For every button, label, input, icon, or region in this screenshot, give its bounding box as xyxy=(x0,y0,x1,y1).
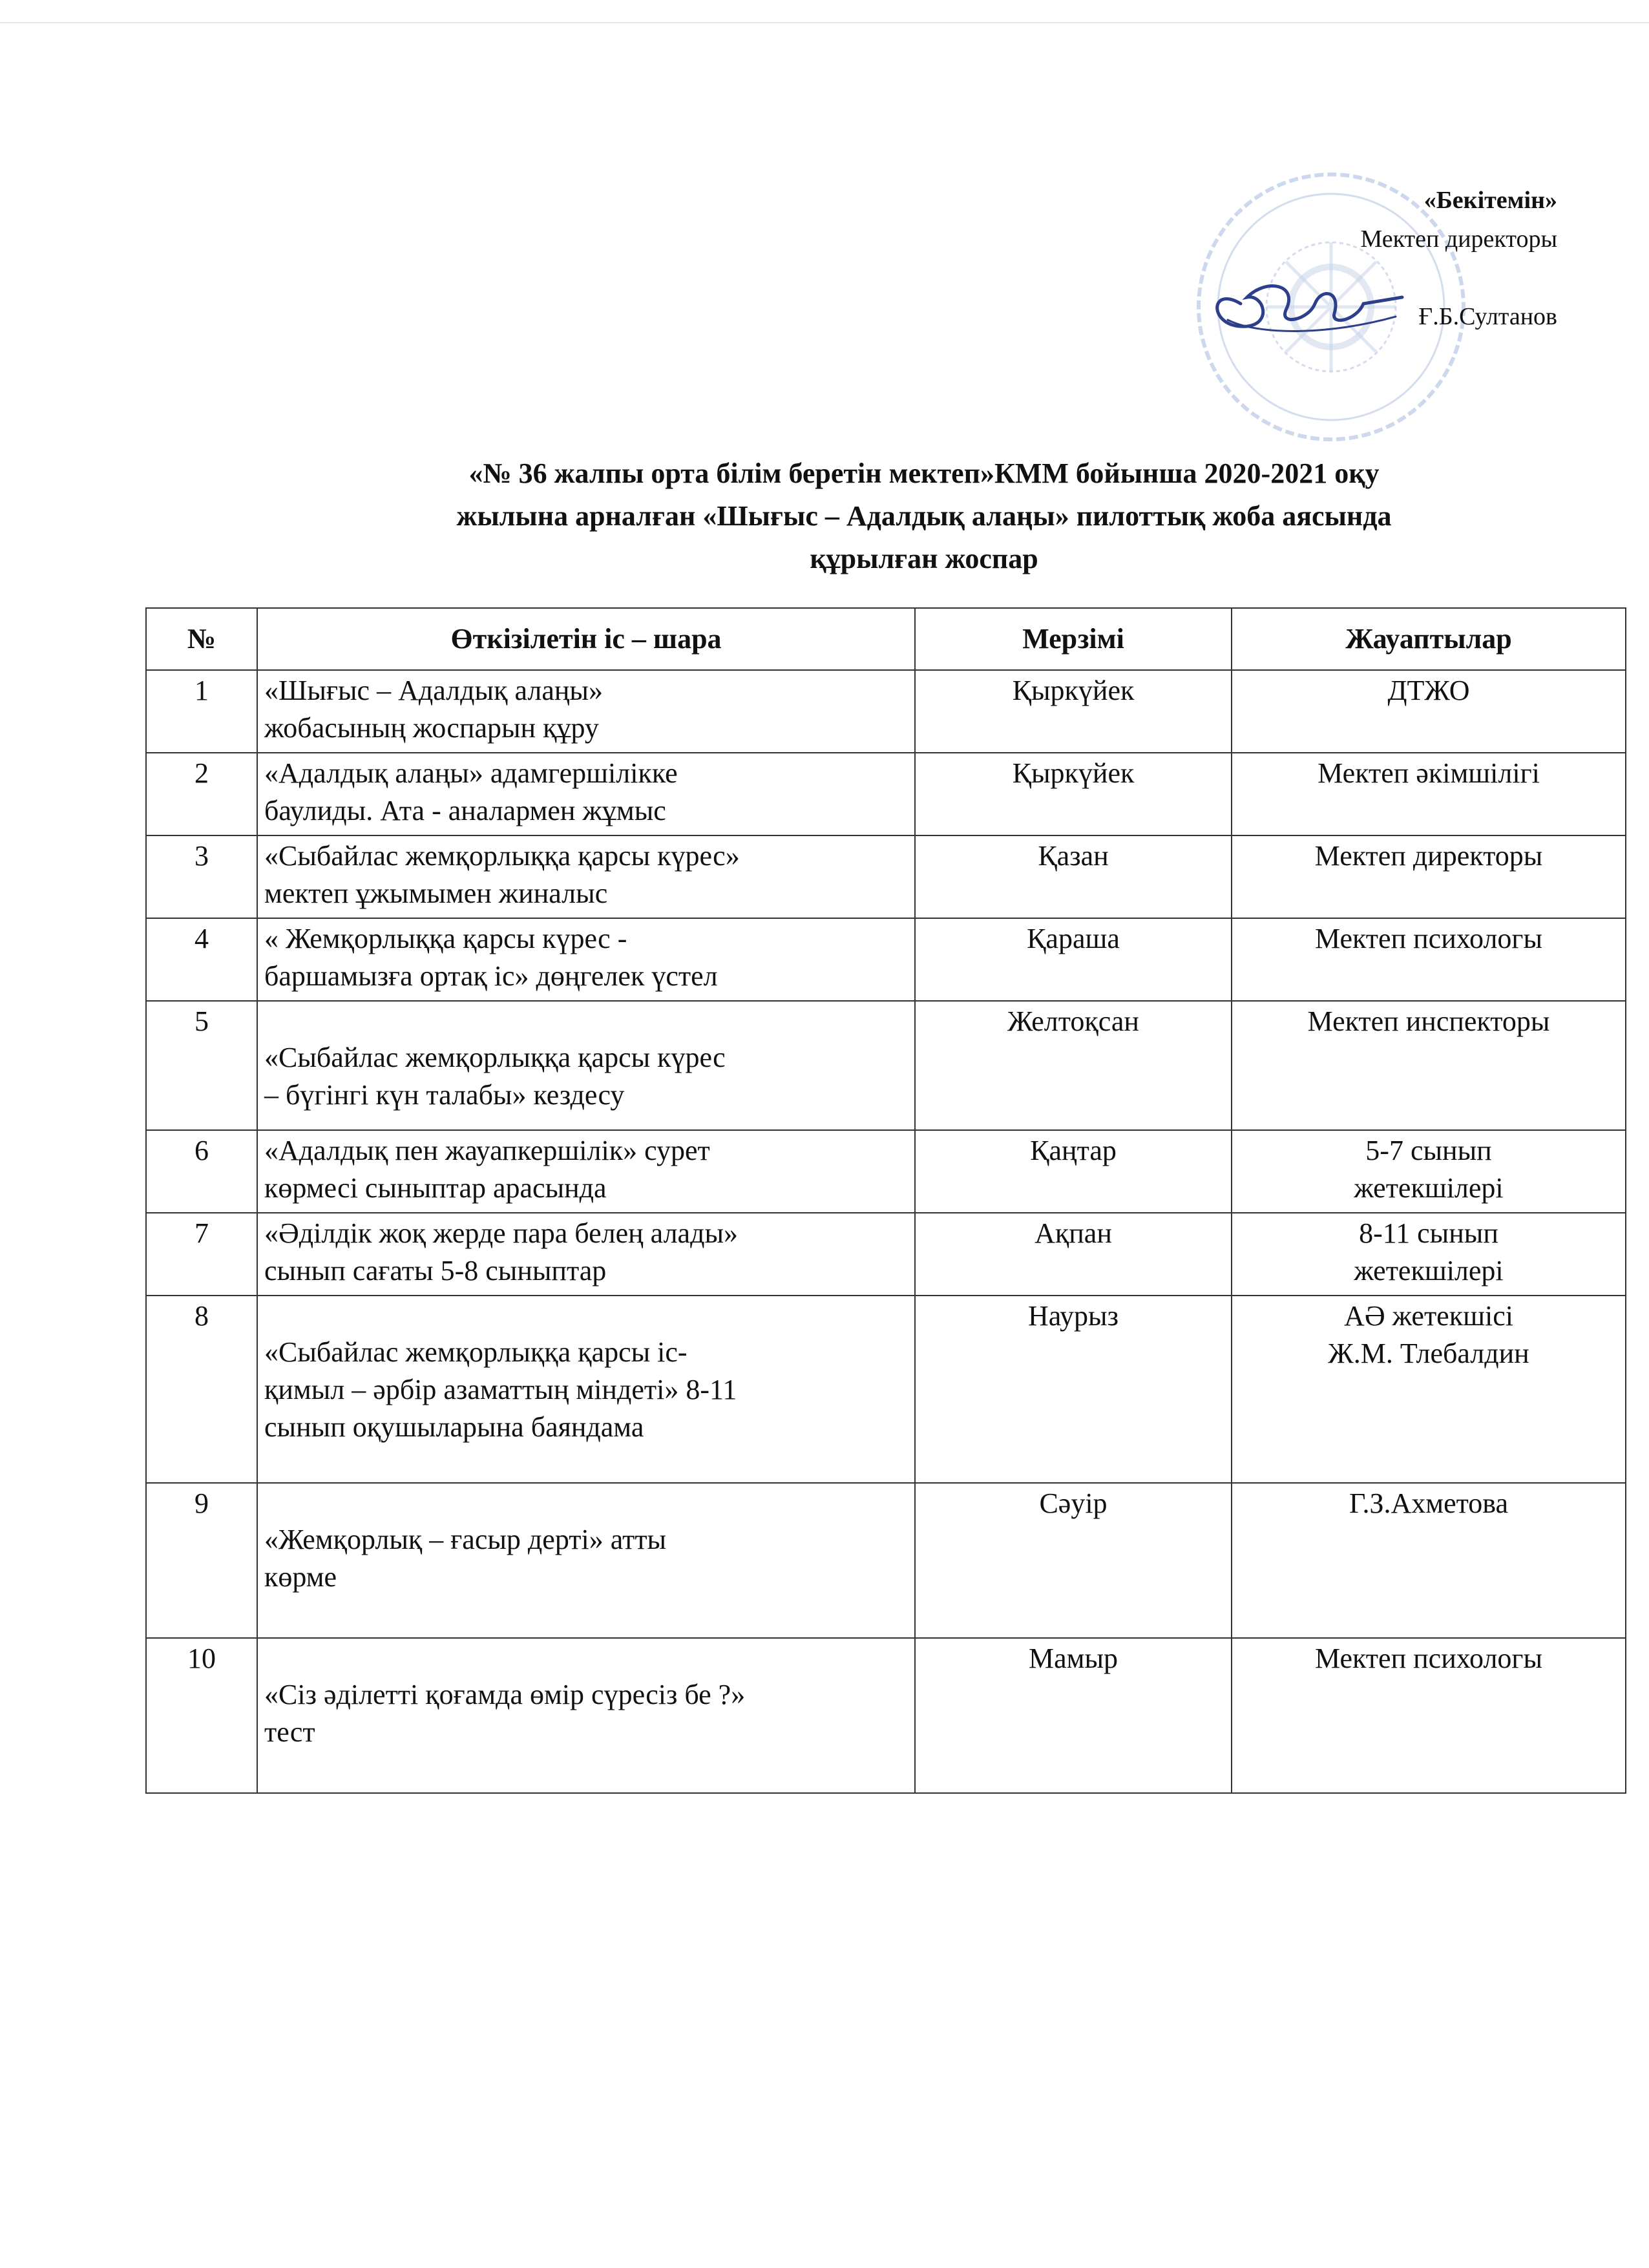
responsible-line: Мектеп инспекторы xyxy=(1307,1005,1550,1037)
row-responsible xyxy=(1232,1638,1626,1793)
responsible-line: Мектеп психологы xyxy=(1314,1643,1543,1674)
row-date: Қараша xyxy=(915,918,1232,1001)
event-line: «Сіз әділетті қоғамда өмір сүресіз бе ?» xyxy=(264,1679,746,1710)
header-date: Мерзімі xyxy=(915,608,1232,670)
responsible-line: Мектеп психологы xyxy=(1314,923,1543,954)
table-row xyxy=(146,918,1626,1001)
row-number: 1 xyxy=(146,670,257,753)
event-line: көрме xyxy=(264,1561,337,1593)
title-line-3: құрылған жоспар xyxy=(810,543,1038,574)
row-date: Қазан xyxy=(915,835,1232,918)
row-event xyxy=(257,1130,915,1213)
row-date: Мамыр xyxy=(915,1638,1232,1793)
header-event: Өткізілетін іс – шара xyxy=(257,608,915,670)
event-line: «Адалдық алаңы» адамгершілікке xyxy=(264,757,678,789)
row-responsible xyxy=(1232,1213,1626,1296)
responsible-line: Г.З.Ахметова xyxy=(1349,1487,1509,1519)
row-date: Қыркүйек xyxy=(915,670,1232,753)
table-row xyxy=(146,670,1626,753)
responsible-line: Мектеп директоры xyxy=(1314,840,1543,872)
row-event xyxy=(257,670,915,753)
table-header-row xyxy=(146,608,1626,670)
table-body xyxy=(146,670,1626,1793)
event-line: «Сыбайлас жемқорлыққа қарсы іс- xyxy=(264,1336,688,1368)
row-event xyxy=(257,1213,915,1296)
row-date: Қаңтар xyxy=(915,1130,1232,1213)
row-event xyxy=(257,918,915,1001)
row-event xyxy=(257,1296,915,1483)
row-date: Ақпан xyxy=(915,1213,1232,1296)
row-number: 7 xyxy=(146,1213,257,1296)
event-line: «Шығыс – Адалдық алаңы» xyxy=(264,675,603,706)
document-title xyxy=(284,452,1564,580)
header-responsible: Жауаптылар xyxy=(1232,608,1626,670)
title-line-2: жылына арналған «Шығыс – Адалдық алаңы» пилоттық жоба аясында xyxy=(456,500,1392,532)
row-responsible xyxy=(1232,918,1626,1001)
table-row xyxy=(146,835,1626,918)
row-responsible xyxy=(1232,1483,1626,1638)
row-responsible xyxy=(1232,1130,1626,1213)
event-line: сынып оқушыларына баяндама xyxy=(264,1411,644,1443)
header-number: № xyxy=(146,608,257,670)
table-row xyxy=(146,1296,1626,1483)
approval-position: Мектеп директоры xyxy=(1360,226,1557,253)
title-line-1: «№ 36 жалпы орта білім беретін мектеп»КММ бойынша 2020-2021 оқу xyxy=(468,457,1380,489)
row-event xyxy=(257,1638,915,1793)
row-number: 6 xyxy=(146,1130,257,1213)
row-responsible xyxy=(1232,835,1626,918)
row-number: 2 xyxy=(146,753,257,835)
responsible-line: Ж.М. Тлебалдин xyxy=(1328,1338,1529,1369)
row-date: Наурыз xyxy=(915,1296,1232,1483)
event-line: тест xyxy=(264,1716,315,1748)
responsible-line: АӘ жетекшісі xyxy=(1344,1300,1513,1332)
row-event xyxy=(257,1483,915,1638)
responsible-line: жетекшілері xyxy=(1354,1172,1504,1204)
event-line: «Жемқорлық – ғасыр дерті» атты xyxy=(264,1524,667,1555)
row-event xyxy=(257,835,915,918)
table-row xyxy=(146,1638,1626,1793)
responsible-line: 8-11 сынып xyxy=(1359,1217,1498,1249)
row-number: 10 xyxy=(146,1638,257,1793)
row-number: 9 xyxy=(146,1483,257,1638)
plan-table xyxy=(145,607,1626,1794)
row-responsible xyxy=(1232,753,1626,835)
row-date: Қыркүйек xyxy=(915,753,1232,835)
event-line: «Сыбайлас жемқорлыққа қарсы күрес xyxy=(264,1042,726,1073)
approval-block xyxy=(1195,181,1557,336)
row-date: Сәуір xyxy=(915,1483,1232,1638)
row-number: 3 xyxy=(146,835,257,918)
row-number: 5 xyxy=(146,1001,257,1130)
event-line: баулиды. Ата - аналармен жұмыс xyxy=(264,795,666,826)
row-number: 8 xyxy=(146,1296,257,1483)
responsible-line: Мектеп әкімшілігі xyxy=(1318,757,1540,789)
event-line: – бүгінгі күн талабы» кездесу xyxy=(264,1079,625,1111)
table-row xyxy=(146,1001,1626,1130)
event-line: сынып сағаты 5-8 сыныптар xyxy=(264,1255,607,1286)
event-line: көрмесі сыныптар арасында xyxy=(264,1172,607,1204)
event-line: «Әділдік жоқ жерде пара белең алады» xyxy=(264,1217,739,1249)
event-line: қимыл – әрбір азаматтың міндеті» 8-11 xyxy=(264,1374,737,1405)
table-row xyxy=(146,753,1626,835)
row-date: Желтоқсан xyxy=(915,1001,1232,1130)
approval-title: «Бекітемін» xyxy=(1423,187,1557,214)
table-row xyxy=(146,1483,1626,1638)
event-line: «Адалдық пен жауапкершілік» сурет xyxy=(264,1135,710,1166)
responsible-line: жетекшілері xyxy=(1354,1255,1504,1286)
row-responsible xyxy=(1232,670,1626,753)
event-line: « Жемқорлыққа қарсы күрес - xyxy=(264,923,627,954)
table-row xyxy=(146,1213,1626,1296)
table-row xyxy=(146,1130,1626,1213)
row-number: 4 xyxy=(146,918,257,1001)
row-responsible xyxy=(1232,1296,1626,1483)
event-line: мектеп ұжымымен жиналыс xyxy=(264,877,608,909)
event-line: «Сыбайлас жемқорлыққа қарсы күрес» xyxy=(264,840,740,872)
responsible-line: ДТЖО xyxy=(1387,675,1470,706)
event-line: баршамызға ортақ іс» дөңгелек үстел xyxy=(264,960,718,992)
director-name: Ғ.Б.Султанов xyxy=(1418,303,1557,330)
scan-edge-line xyxy=(0,22,1649,23)
event-line: жобасының жоспарын құру xyxy=(264,712,599,744)
row-event xyxy=(257,1001,915,1130)
row-responsible xyxy=(1232,1001,1626,1130)
row-event xyxy=(257,753,915,835)
responsible-line: 5-7 сынып xyxy=(1365,1135,1492,1166)
